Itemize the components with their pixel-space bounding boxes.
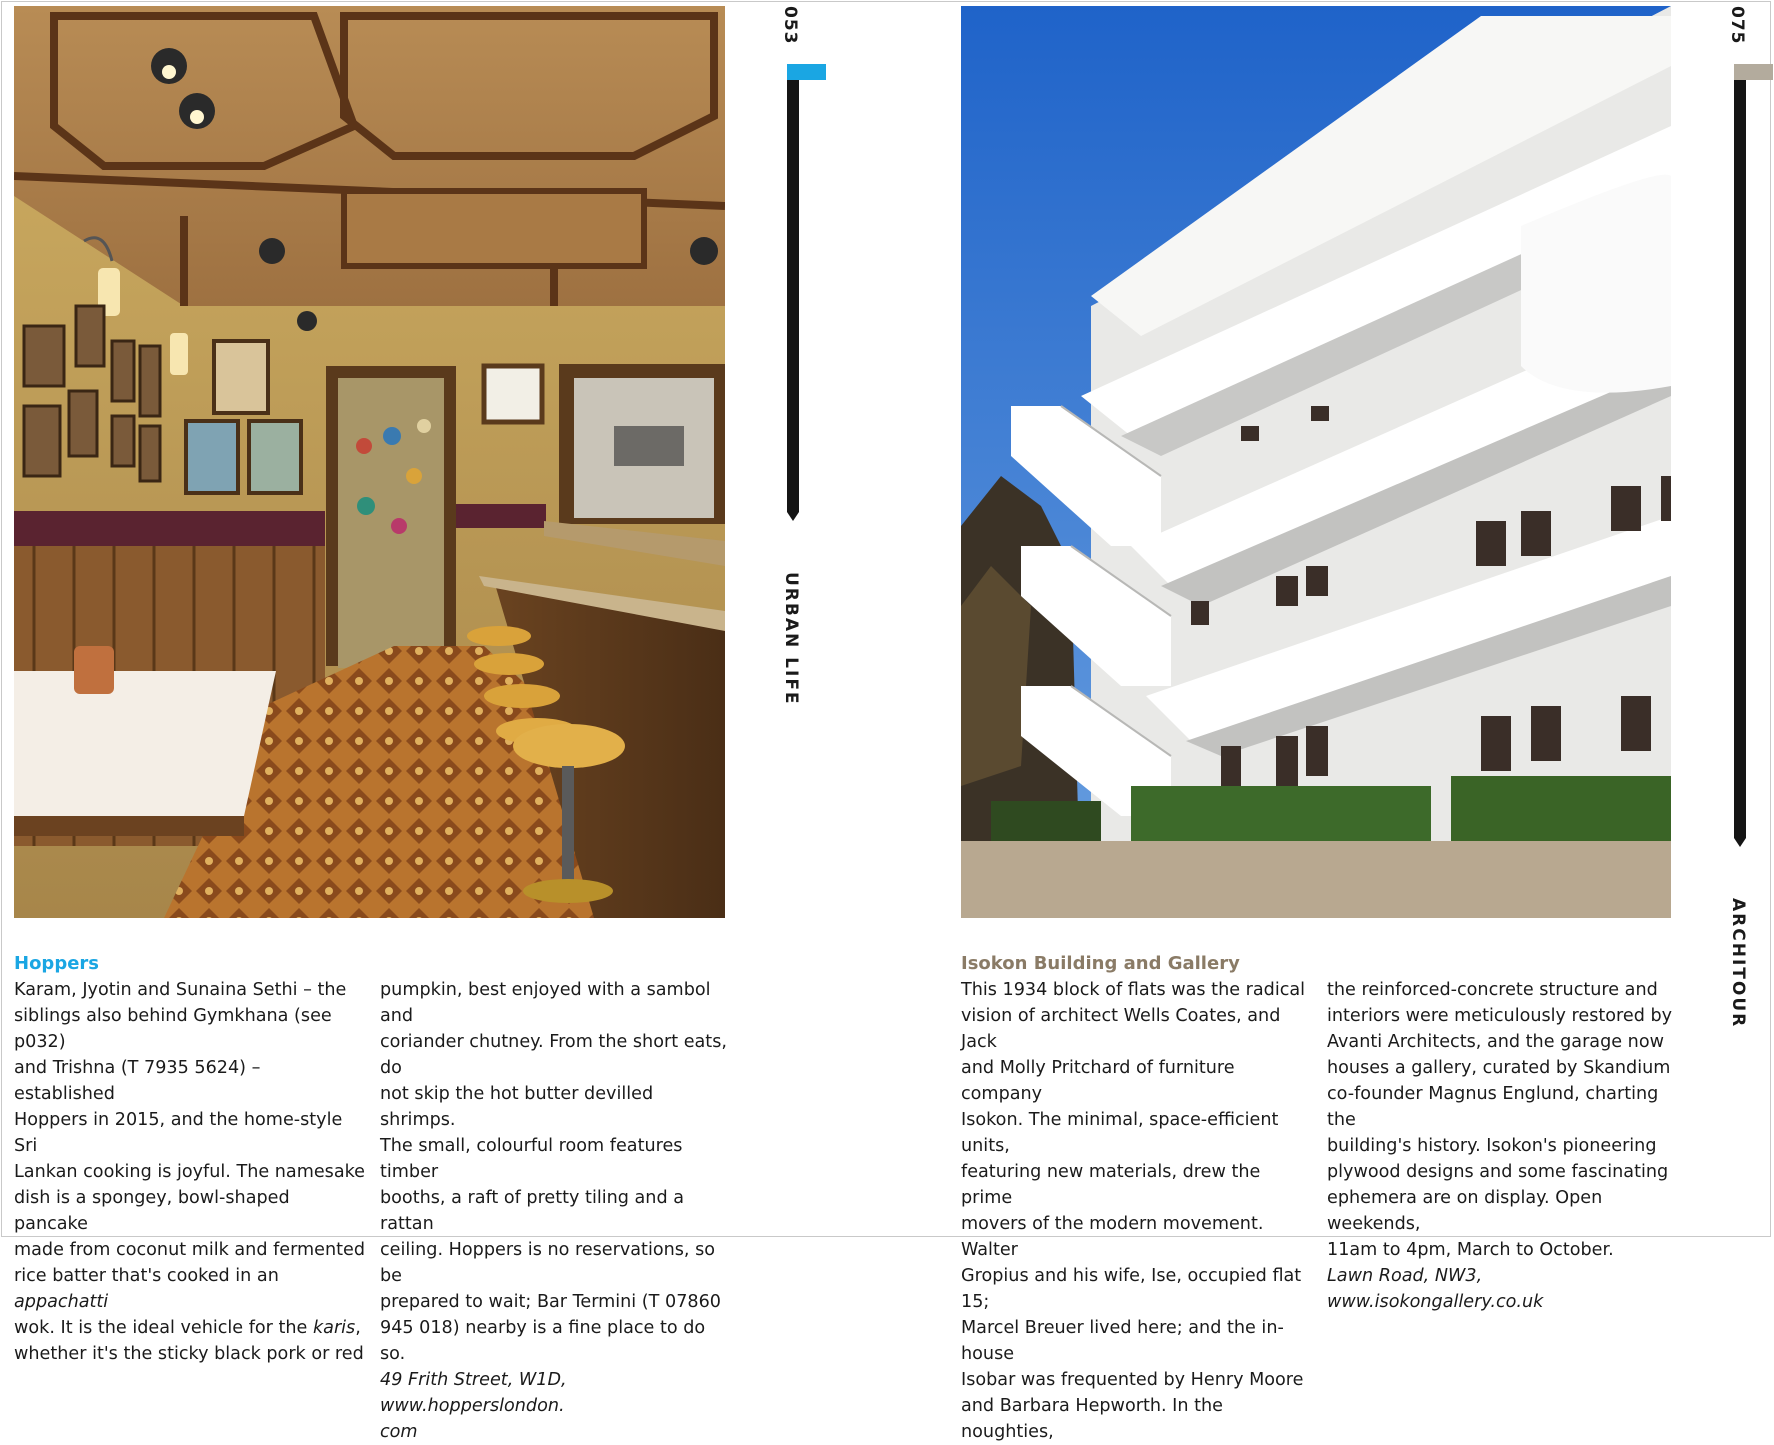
isokon-column-2 (1327, 977, 1679, 1315)
isokon-c2-line-4: houses a gallery, curated by Skandium (1327, 1058, 1671, 1078)
hoppers-c2-address-cont (380, 1419, 732, 1445)
left-section-label: URBAN LIFE (781, 572, 801, 706)
isokon-c1-line-6: movers of the modern movement. Walter (961, 1214, 1264, 1260)
isokon-c2-line-6: building's history. Isokon's pioneering (1327, 1136, 1657, 1156)
hoppers-c1-line-2: siblings also behind Gymkhana (see p032) (14, 1006, 332, 1052)
right-page-number: 075 (1727, 6, 1747, 45)
isokon-c1-line-4: Isokon. The minimal, space-efficient units, (961, 1110, 1279, 1156)
isokon-address: Lawn Road, NW3, www.isokongallery.co.uk (1327, 1266, 1544, 1312)
hoppers-address-line-1: 49 Frith Street, W1D, www.hopperslondon. (380, 1370, 567, 1416)
hoppers-c1-line-8-a: rice batter that's cooked in an (14, 1266, 279, 1286)
hoppers-photo (14, 6, 725, 918)
isokon-c1-line-7: Gropius and his wife, Ise, occupied flat 15; (961, 1266, 1302, 1312)
hoppers-c2-line-8: 945 018) nearby is a fine place to do so. (380, 1318, 706, 1364)
right-section-label: ARCHITOUR (1728, 898, 1748, 1029)
isokon-c1-line-9: Isobar was frequented by Henry Moore (961, 1370, 1304, 1390)
hoppers-c1-line-10: whether it's the sticky black pork or red (14, 1344, 364, 1364)
isokon-c1-line-1: This 1934 block of flats was the radical (961, 980, 1306, 1000)
hoppers-c2-address (380, 1367, 732, 1419)
isokon-c1-line-8: Marcel Breuer lived here; and the in-house (961, 1318, 1284, 1364)
isokon-c1-line-2: vision of architect Wells Coates, and Jack (961, 1006, 1281, 1052)
hoppers-c1-line-6: dish is a spongey, bowl-shaped pancake (14, 1188, 290, 1234)
isokon-c2-line-5: co-founder Magnus Englund, charting the (1327, 1084, 1659, 1130)
hoppers-c1-line-8 (14, 1263, 366, 1315)
isokon-c1-line-5: featuring new materials, drew the prime (961, 1162, 1261, 1208)
hoppers-c1-line-8-b: appachatti (14, 1292, 109, 1312)
hoppers-c2-line-1: pumpkin, best enjoyed with a sambol and (380, 980, 711, 1026)
hoppers-interior-illustration (14, 6, 725, 918)
hoppers-c1-line-4: Hoppers in 2015, and the home-style Sri (14, 1110, 343, 1156)
isokon-building-illustration (961, 6, 1671, 918)
isokon-c2-address (1327, 1263, 1679, 1315)
hoppers-c1-line-3: and Trishna (T 7935 5624) – established (14, 1058, 261, 1104)
right-rail-tip (1734, 838, 1746, 847)
right-rail-bar (1734, 80, 1746, 838)
hoppers-c2-line-5: booths, a raft of pretty tiling and a rattan (380, 1188, 684, 1234)
hoppers-c2-line-6: ceiling. Hoppers is no reservations, so be (380, 1240, 716, 1286)
isokon-c2-line-2: interiors were meticulously restored by (1327, 1006, 1673, 1026)
hoppers-address-line-2: com (380, 1422, 418, 1442)
hoppers-c2-line-4: The small, colourful room features timber (380, 1136, 683, 1182)
left-rail-bar (787, 80, 799, 512)
isokon-c2-line-1: the reinforced-concrete structure and (1327, 980, 1658, 1000)
hoppers-c1-line-9-c: , (355, 1318, 361, 1338)
hoppers-c1-line-7: made from coconut milk and fermented (14, 1240, 366, 1260)
isokon-c2-line-7: plywood designs and some fascinating (1327, 1162, 1669, 1182)
hoppers-c1-line-9-b: karis (312, 1318, 356, 1338)
hoppers-heading: Hoppers (14, 953, 99, 974)
hoppers-c2-line-3: not skip the hot butter devilled shrimps. (380, 1084, 654, 1130)
right-rail-accent (1734, 64, 1773, 80)
isokon-c2-line-9: 11am to 4pm, March to October. (1327, 1240, 1614, 1260)
hoppers-c2-line-2: coriander chutney. From the short eats, do (380, 1032, 727, 1078)
isokon-heading: Isokon Building and Gallery (961, 953, 1240, 974)
hoppers-c1-line-1: Karam, Jyotin and Sunaina Sethi – the (14, 980, 347, 1000)
hoppers-column-1 (14, 977, 366, 1367)
isokon-c2-line-3: Avanti Architects, and the garage now (1327, 1032, 1664, 1052)
hoppers-c1-line-9-a: wok. It is the ideal vehicle for the (14, 1318, 313, 1338)
isokon-photo (961, 6, 1671, 918)
isokon-c1-line-10: and Barbara Hepworth. In the noughties, (961, 1396, 1223, 1442)
left-page-number: 053 (780, 6, 800, 45)
isokon-column-1 (961, 977, 1313, 1445)
hoppers-c2-line-7: prepared to wait; Bar Termini (T 07860 (380, 1292, 721, 1312)
isokon-c2-line-8: ephemera are on display. Open weekends, (1327, 1188, 1603, 1234)
isokon-c1-line-3: and Molly Pritchard of furniture company (961, 1058, 1235, 1104)
hoppers-c1-line-5: Lankan cooking is joyful. The namesake (14, 1162, 365, 1182)
left-rail-tip (787, 512, 799, 521)
left-rail-accent (787, 64, 826, 80)
hoppers-c1-line-9 (14, 1315, 366, 1341)
hoppers-column-2 (380, 977, 732, 1445)
